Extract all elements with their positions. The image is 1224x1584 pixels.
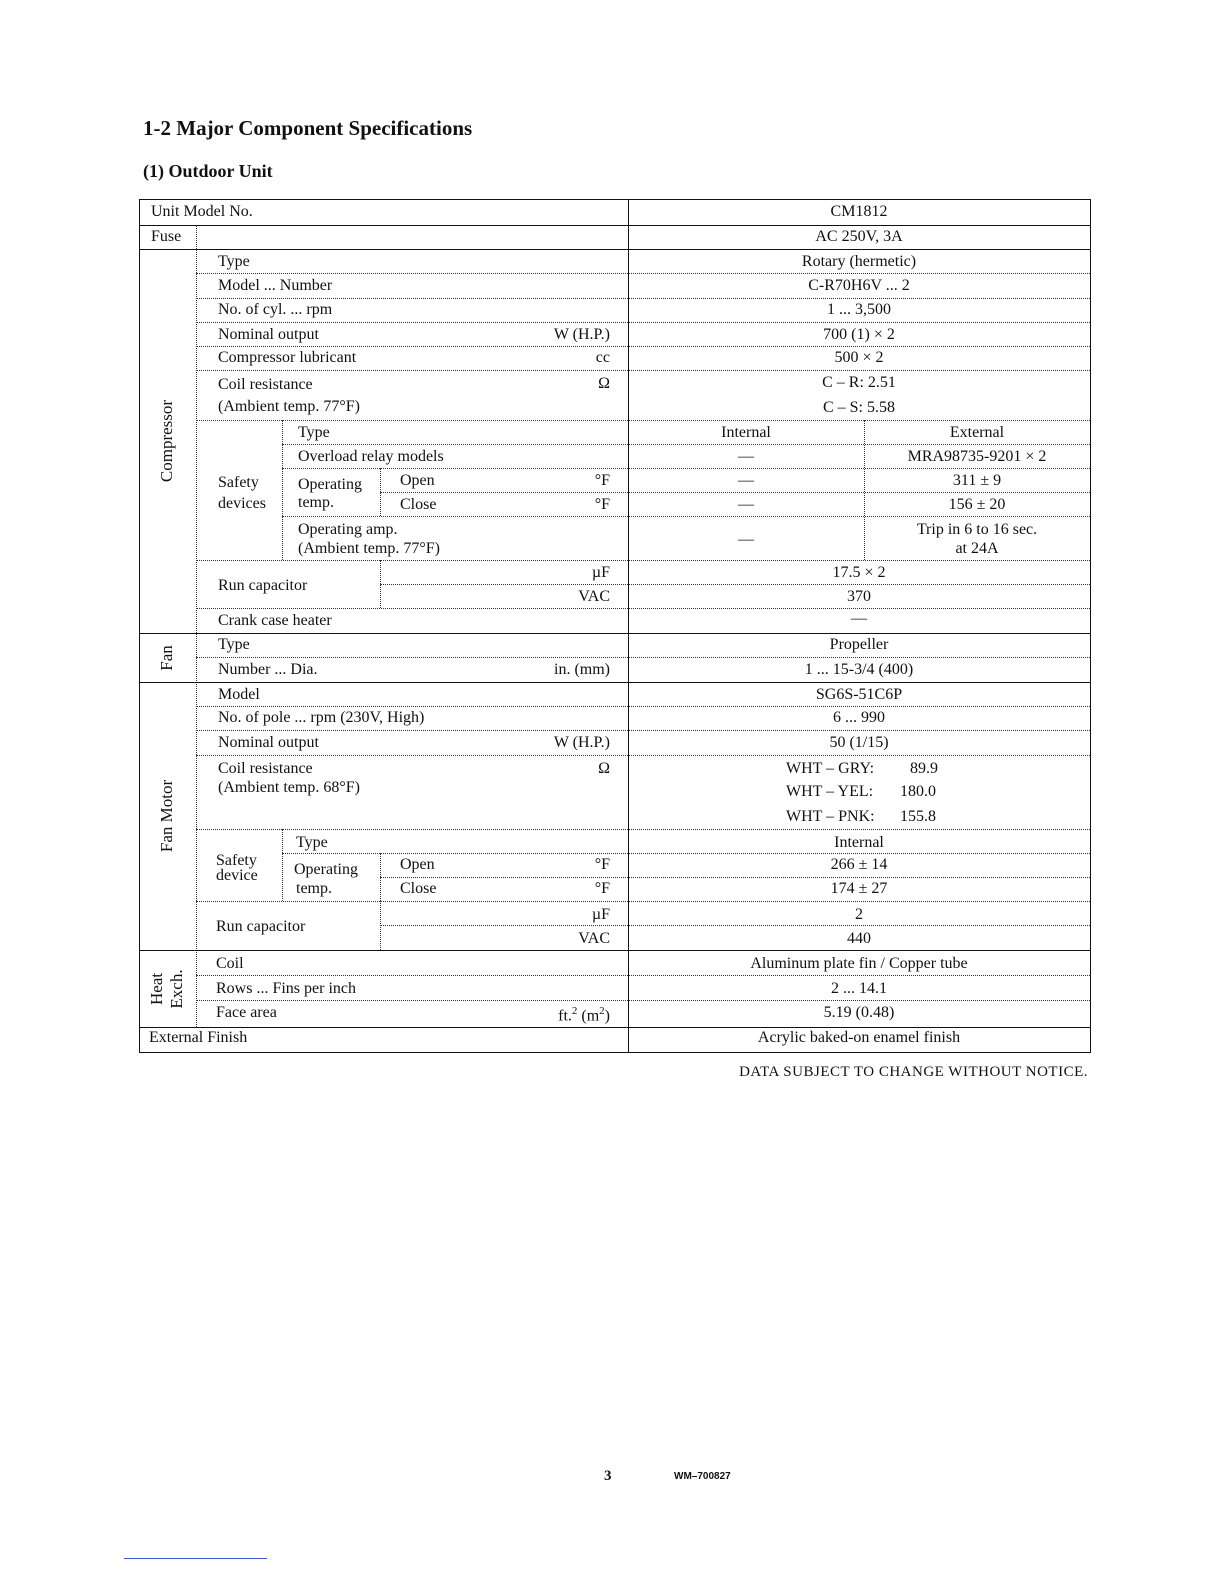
- comp-safety-type-external: External: [949, 424, 1005, 441]
- comp-close-external: 156 ± 20: [948, 496, 1006, 513]
- comp-type-label: Type: [218, 253, 250, 270]
- comp-cyl-value: 1 ... 3,500: [827, 301, 891, 318]
- fm-close-label: Close: [400, 880, 437, 897]
- fm-coil-yel-name: WHT – YEL:: [786, 783, 874, 800]
- fm-optemp-label-2: temp.: [296, 880, 332, 897]
- fm-model-value: SG6S-51C6P: [815, 686, 903, 703]
- fm-coil-label: Coil resistance: [218, 760, 313, 777]
- comp-optemp-label: Operating: [298, 476, 362, 493]
- fan-motor-group-label: Fan Motor: [157, 779, 176, 853]
- fm-runcap-unit-uf: µF: [591, 906, 610, 923]
- comp-type-value: Rotary (hermetic): [801, 253, 917, 270]
- comp-output-unit: W (H.P.): [553, 326, 610, 343]
- footer-rule: [124, 1558, 267, 1559]
- comp-model-value: C-R70H6V ... 2: [808, 277, 910, 294]
- finish-value: Acrylic baked-on enamel finish: [757, 1029, 961, 1046]
- fm-output-value: 50 (1/15): [829, 734, 889, 751]
- comp-opamp-ambient: (Ambient temp. 77°F): [298, 540, 440, 557]
- fm-coil-unit: Ω: [598, 760, 610, 777]
- comp-close-internal: —: [738, 496, 754, 513]
- fm-safety-type-label: Type: [296, 834, 328, 851]
- hx-face-label: Face area: [216, 1004, 277, 1021]
- fm-poles-label: No. of pole ... rpm (230V, High): [218, 709, 425, 726]
- fm-coil-ambient: (Ambient temp. 68°F): [218, 779, 360, 796]
- hx-coil-value: Aluminum plate fin / Copper tube: [750, 955, 968, 972]
- unit-model-value: CM1812: [830, 203, 888, 220]
- comp-output-label: Nominal output: [218, 326, 319, 343]
- fm-optemp-label: Operating: [294, 861, 358, 878]
- comp-open-internal: —: [738, 472, 754, 489]
- comp-open-label: Open: [400, 472, 435, 489]
- fm-output-unit: W (H.P.): [553, 734, 610, 751]
- comp-runcap-label: Run capacitor: [218, 577, 308, 594]
- comp-runcap-unit-uf: µF: [591, 564, 610, 581]
- comp-coil-unit: Ω: [598, 375, 610, 392]
- comp-crank-value: —: [851, 610, 867, 627]
- sub-title: (1) Outdoor Unit: [143, 161, 273, 181]
- fm-coil-gry-name: WHT – GRY:: [786, 760, 875, 777]
- fm-output-label: Nominal output: [218, 734, 319, 751]
- fan-type-value: Propeller: [829, 636, 889, 653]
- comp-coil-label: Coil resistance: [218, 376, 313, 393]
- comp-safety-label-2: devices: [218, 495, 266, 512]
- comp-open-external: 311 ± 9: [952, 472, 1002, 489]
- fm-model-label: Model: [218, 686, 260, 703]
- fuse-value: AC 250V, 3A: [815, 228, 903, 245]
- fm-runcap-value-uf: 2: [855, 906, 863, 923]
- hx-rows-label: Rows ... Fins per inch: [216, 980, 356, 997]
- comp-close-label: Close: [400, 496, 437, 513]
- document-code: WM–700827: [674, 1471, 731, 1482]
- comp-crank-label: Crank case heater: [218, 612, 332, 629]
- fm-runcap-unit-vac: VAC: [578, 930, 610, 947]
- comp-safety-type-internal: Internal: [721, 424, 771, 441]
- page-number: 3: [604, 1468, 612, 1484]
- comp-opamp-internal: —: [738, 531, 754, 548]
- hx-face-value: 5.19 (0.48): [823, 1004, 895, 1021]
- comp-coil-ambient: (Ambient temp. 77°F): [218, 398, 360, 415]
- hx-face-unit: ft.$^2$ $(m^2)$: [558, 1005, 610, 1025]
- comp-relay-external: MRA98735-9201 × 2: [907, 448, 1047, 465]
- fm-open-unit: °F: [594, 856, 610, 873]
- fm-runcap-value-vac: 440: [847, 930, 871, 947]
- fm-close-unit: °F: [594, 880, 610, 897]
- comp-runcap-value-vac: 370: [847, 588, 871, 605]
- change-notice: DATA SUBJECT TO CHANGE WITHOUT NOTICE.: [739, 1064, 1088, 1080]
- comp-relay-label: Overload relay models: [298, 448, 444, 465]
- comp-runcap-value-uf: 17.5 × 2: [832, 564, 886, 581]
- fan-number-value: 1 ... 15-3/4 (400): [804, 661, 914, 678]
- comp-opamp-external-2: at 24A: [955, 540, 999, 557]
- section-title: 1-2 Major Component Specifications: [143, 116, 473, 140]
- fan-number-unit: in. (mm): [554, 661, 610, 678]
- comp-safety-label: Safety: [218, 474, 259, 491]
- comp-opamp-label: Operating amp.: [298, 521, 398, 538]
- comp-close-unit: °F: [594, 496, 610, 513]
- fan-group-label: Fan: [157, 644, 176, 671]
- fm-coil-pnk-name: WHT – PNK:: [786, 808, 875, 825]
- comp-open-unit: °F: [594, 472, 610, 489]
- comp-lubricant-value: 500 × 2: [834, 349, 884, 366]
- comp-coil-value-cs: C – S: 5.58: [822, 399, 895, 416]
- fm-open-value: 266 ± 14: [830, 856, 888, 873]
- fuse-label: Fuse: [151, 228, 182, 245]
- fan-type-label: Type: [218, 636, 250, 653]
- fm-close-value: 174 ± 27: [830, 880, 888, 897]
- fan-number-label: Number ... Dia.: [218, 661, 318, 678]
- fm-runcap-label: Run capacitor: [216, 918, 306, 935]
- comp-model-label: Model ... Number: [218, 277, 333, 294]
- fm-poles-value: 6 ... 990: [833, 709, 885, 726]
- spec-table: [139, 199, 1091, 1053]
- hx-coil-label: Coil: [216, 955, 244, 972]
- fm-safety-label-2: device: [216, 867, 258, 884]
- comp-opamp-external: Trip in 6 to 16 sec.: [916, 521, 1038, 538]
- fm-safety-label: Safety: [216, 852, 257, 869]
- fm-open-label: Open: [400, 856, 435, 873]
- comp-coil-value-cr: C – R: 2.51: [822, 374, 896, 391]
- comp-optemp-label-2: temp.: [298, 494, 334, 511]
- comp-lubricant-label: Compressor lubricant: [218, 349, 357, 366]
- fm-coil-yel-value: 180.0: [900, 783, 936, 800]
- compressor-group-label: Compressor: [157, 399, 176, 483]
- heat-exch-group-label: Heat Exch.: [147, 968, 186, 1009]
- hx-rows-value: 2 ... 14.1: [831, 980, 887, 997]
- fm-coil-gry-value: 89.9: [910, 760, 938, 777]
- comp-relay-internal: —: [738, 448, 754, 465]
- fm-safety-type-value: Internal: [834, 834, 884, 851]
- fm-coil-pnk-value: 155.8: [900, 808, 936, 825]
- comp-output-value: 700 (1) × 2: [823, 326, 895, 343]
- finish-label: External Finish: [149, 1029, 248, 1046]
- comp-lubricant-unit: cc: [595, 349, 610, 366]
- comp-cyl-label: No. of cyl. ... rpm: [218, 301, 333, 318]
- unit-model-label: Unit Model No.: [151, 203, 253, 220]
- comp-safety-type-label: Type: [298, 424, 330, 441]
- comp-runcap-unit-vac: VAC: [578, 588, 610, 605]
